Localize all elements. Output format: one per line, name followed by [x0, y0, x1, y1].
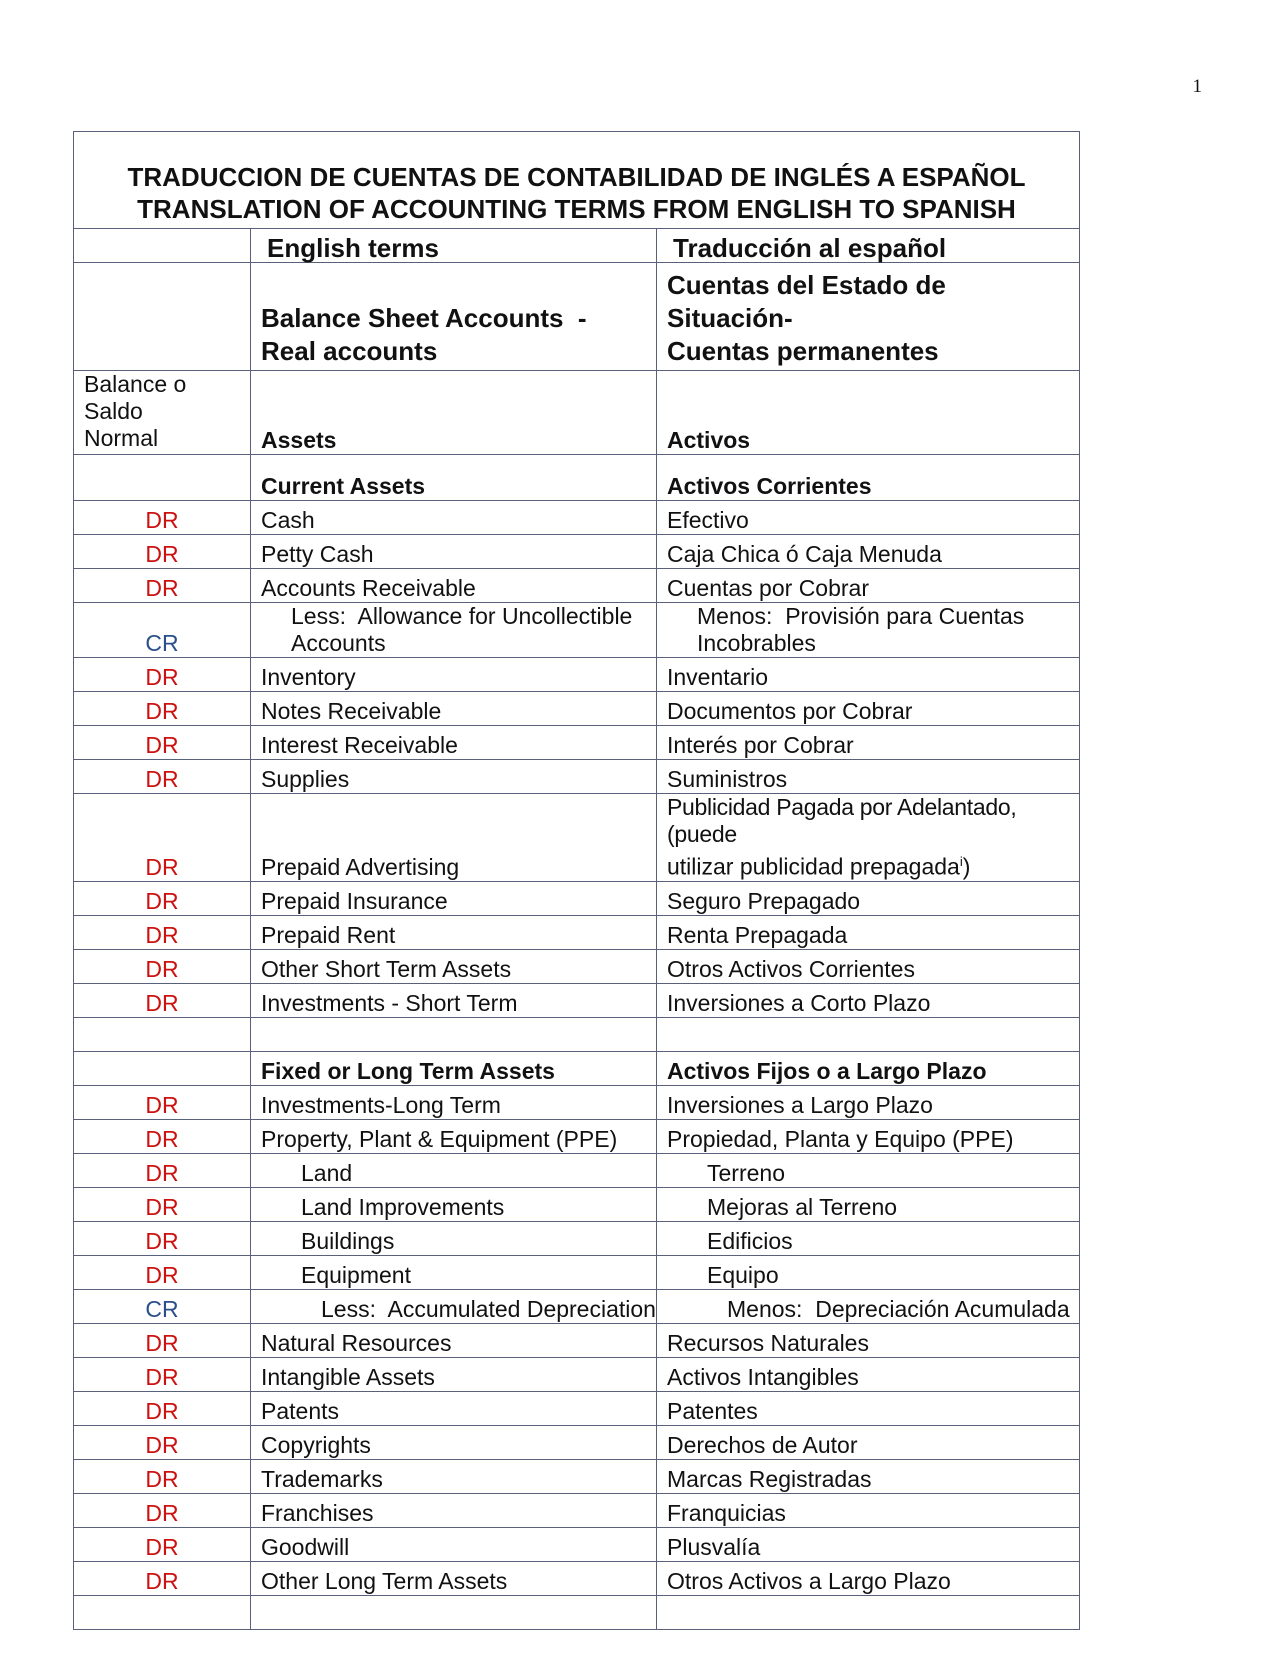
english-term: Equipment	[251, 1255, 657, 1289]
english-term: Land Improvements	[251, 1187, 657, 1221]
section-english-line2: Real accounts	[261, 336, 438, 366]
english-term: Investments - Short Term	[251, 983, 657, 1017]
balance-indicator: DR	[74, 1459, 251, 1493]
balance-indicator: DR	[74, 1561, 251, 1595]
balance-indicator: DR	[74, 881, 251, 915]
english-term-line2: Accounts	[291, 630, 386, 656]
empty-cell	[251, 1595, 657, 1629]
section-header-row	[74, 263, 1080, 371]
section-spanish	[657, 263, 1080, 371]
document-title	[74, 132, 1080, 229]
empty-row	[74, 1017, 1080, 1051]
table-row	[74, 1153, 1080, 1187]
accounting-terms-table	[73, 131, 1080, 1630]
assets-english: Assets	[251, 371, 657, 455]
spanish-term	[657, 603, 1080, 658]
empty-cell	[74, 1595, 251, 1629]
spanish-term: Terreno	[657, 1153, 1080, 1187]
english-term: Less: Accumulated Depreciation	[251, 1289, 657, 1323]
english-term	[251, 603, 657, 658]
english-term: Patents	[251, 1391, 657, 1425]
spanish-term: Renta Prepagada	[657, 915, 1080, 949]
page-number: 1	[1192, 76, 1202, 97]
english-term: Franchises	[251, 1493, 657, 1527]
balance-header-line2: Normal	[84, 425, 159, 451]
spanish-term: Documentos por Cobrar	[657, 692, 1080, 726]
english-term-line1: Less: Allowance for Uncollectible	[291, 603, 633, 629]
english-term: Other Long Term Assets	[251, 1561, 657, 1595]
header-english-terms: English terms	[251, 229, 657, 263]
table-row	[74, 692, 1080, 726]
section-spanish-line1: Cuentas del Estado de Situación-	[667, 270, 946, 333]
table-row	[74, 658, 1080, 692]
balance-indicator: DR	[74, 915, 251, 949]
spanish-term-line1: Menos: Provisión para Cuentas	[697, 603, 1025, 629]
english-term: Intangible Assets	[251, 1357, 657, 1391]
spanish-term: Interés por Cobrar	[657, 726, 1080, 760]
fixed-assets-heading-row	[74, 1051, 1080, 1085]
balance-indicator: DR	[74, 949, 251, 983]
english-term: Inventory	[251, 658, 657, 692]
current-assets-spanish: Activos Corrientes	[657, 455, 1080, 501]
section-spanish-line2: Cuentas permanentes	[667, 336, 939, 366]
spanish-term: Cuentas por Cobrar	[657, 569, 1080, 603]
english-term: Prepaid Rent	[251, 915, 657, 949]
english-term: Accounts Receivable	[251, 569, 657, 603]
empty-row	[74, 1595, 1080, 1629]
table-row	[74, 881, 1080, 915]
balance-indicator: DR	[74, 794, 251, 882]
table-row	[74, 1357, 1080, 1391]
spanish-term: Edificios	[657, 1221, 1080, 1255]
balance-indicator: DR	[74, 1357, 251, 1391]
english-term: Supplies	[251, 760, 657, 794]
closing-paren: )	[962, 853, 971, 880]
spanish-term-text: utilizar publicidad prepagada	[667, 853, 960, 880]
spanish-term: Mejoras al Terreno	[657, 1187, 1080, 1221]
table-row	[74, 983, 1080, 1017]
section-english-line1: Balance Sheet Accounts -	[261, 303, 587, 333]
table-row	[74, 1119, 1080, 1153]
spanish-term-line1: Publicidad Pagada por Adelantado, (puede	[667, 794, 1017, 847]
spanish-term: Derechos de Autor	[657, 1425, 1080, 1459]
balance-indicator: DR	[74, 658, 251, 692]
table-row	[74, 726, 1080, 760]
english-term: Petty Cash	[251, 535, 657, 569]
balance-indicator: DR	[74, 1187, 251, 1221]
balance-indicator: DR	[74, 569, 251, 603]
spanish-term: Inversiones a Corto Plazo	[657, 983, 1080, 1017]
balance-header-line1: Balance o Saldo	[84, 371, 187, 424]
balance-indicator: DR	[74, 1493, 251, 1527]
spanish-term: Inventario	[657, 658, 1080, 692]
balance-indicator: DR	[74, 1391, 251, 1425]
fixed-assets-spanish: Activos Fijos o a Largo Plazo	[657, 1051, 1080, 1085]
spanish-term-line2	[667, 848, 1069, 881]
spanish-term: Recursos Naturales	[657, 1323, 1080, 1357]
balance-indicator: DR	[74, 692, 251, 726]
table-row	[74, 1493, 1080, 1527]
title-spanish: TRADUCCION DE CUENTAS DE CONTABILIDAD DE INGLÉS A ESPAÑOL	[127, 162, 1026, 192]
table-row	[74, 1187, 1080, 1221]
spanish-term: Menos: Depreciación Acumulada	[657, 1289, 1080, 1323]
balance-indicator: DR	[74, 1425, 251, 1459]
spanish-term: Activos Intangibles	[657, 1357, 1080, 1391]
spanish-term	[657, 794, 1080, 882]
empty-cell	[657, 1017, 1080, 1051]
assets-spanish: Activos	[657, 371, 1080, 455]
assets-row	[74, 371, 1080, 455]
header-spanish-translation: Traducción al español	[657, 229, 1080, 263]
english-term: Cash	[251, 501, 657, 535]
balance-indicator: DR	[74, 535, 251, 569]
empty-cell	[251, 1017, 657, 1051]
balance-indicator: DR	[74, 1085, 251, 1119]
spanish-term: Otros Activos a Largo Plazo	[657, 1561, 1080, 1595]
spanish-term: Seguro Prepagado	[657, 881, 1080, 915]
balance-indicator: DR	[74, 760, 251, 794]
spanish-term: Franquicias	[657, 1493, 1080, 1527]
english-term: Copyrights	[251, 1425, 657, 1459]
table-row	[74, 501, 1080, 535]
spanish-term: Propiedad, Planta y Equipo (PPE)	[657, 1119, 1080, 1153]
table-row	[74, 949, 1080, 983]
footnote-marker[interactable]: i	[959, 854, 963, 869]
english-term: Buildings	[251, 1221, 657, 1255]
spanish-term: Equipo	[657, 1255, 1080, 1289]
table-row	[74, 1323, 1080, 1357]
spanish-term: Patentes	[657, 1391, 1080, 1425]
spanish-term: Inversiones a Largo Plazo	[657, 1085, 1080, 1119]
english-term: Land	[251, 1153, 657, 1187]
spanish-term-line2: Incobrables	[697, 630, 816, 656]
english-term: Natural Resources	[251, 1323, 657, 1357]
english-term: Interest Receivable	[251, 726, 657, 760]
table-row	[74, 603, 1080, 658]
fixed-assets-english: Fixed or Long Term Assets	[251, 1051, 657, 1085]
spanish-term: Caja Chica ó Caja Menuda	[657, 535, 1080, 569]
empty-cell	[74, 1017, 251, 1051]
table-row	[74, 1425, 1080, 1459]
table-row	[74, 569, 1080, 603]
spanish-term: Marcas Registradas	[657, 1459, 1080, 1493]
table-row	[74, 1221, 1080, 1255]
table-row	[74, 1391, 1080, 1425]
english-term: Trademarks	[251, 1459, 657, 1493]
section-english	[251, 263, 657, 371]
header-empty-cell	[74, 229, 251, 263]
column-header-row	[74, 229, 1080, 263]
english-term: Property, Plant & Equipment (PPE)	[251, 1119, 657, 1153]
table-row	[74, 794, 1080, 882]
english-term: Prepaid Advertising	[251, 794, 657, 882]
table-row	[74, 760, 1080, 794]
table-row	[74, 1459, 1080, 1493]
table-row	[74, 1085, 1080, 1119]
spanish-term: Suministros	[657, 760, 1080, 794]
balance-indicator: DR	[74, 1221, 251, 1255]
balance-indicator: DR	[74, 983, 251, 1017]
balance-indicator: DR	[74, 501, 251, 535]
table-row	[74, 1255, 1080, 1289]
section-empty-cell	[74, 263, 251, 371]
current-assets-english: Current Assets	[251, 455, 657, 501]
spanish-term: Efectivo	[657, 501, 1080, 535]
empty-cell	[74, 1051, 251, 1085]
english-term: Prepaid Insurance	[251, 881, 657, 915]
empty-cell	[657, 1595, 1080, 1629]
balance-indicator: DR	[74, 1119, 251, 1153]
current-assets-heading-row	[74, 455, 1080, 501]
english-term: Investments-Long Term	[251, 1085, 657, 1119]
table-row	[74, 915, 1080, 949]
spanish-term: Plusvalía	[657, 1527, 1080, 1561]
balance-indicator: DR	[74, 1527, 251, 1561]
english-term: Other Short Term Assets	[251, 949, 657, 983]
balance-header	[74, 371, 251, 455]
table-row	[74, 535, 1080, 569]
empty-cell	[74, 455, 251, 501]
balance-indicator: DR	[74, 726, 251, 760]
balance-indicator: DR	[74, 1255, 251, 1289]
title-row	[74, 132, 1080, 229]
balance-indicator: CR	[74, 603, 251, 658]
spanish-term: Otros Activos Corrientes	[657, 949, 1080, 983]
table-row	[74, 1289, 1080, 1323]
english-term: Notes Receivable	[251, 692, 657, 726]
balance-indicator: CR	[74, 1289, 251, 1323]
english-term: Goodwill	[251, 1527, 657, 1561]
table-row	[74, 1527, 1080, 1561]
table-row	[74, 1561, 1080, 1595]
balance-indicator: DR	[74, 1153, 251, 1187]
title-english: TRANSLATION OF ACCOUNTING TERMS FROM ENGLISH TO SPANISH	[137, 194, 1016, 224]
balance-indicator: DR	[74, 1323, 251, 1357]
